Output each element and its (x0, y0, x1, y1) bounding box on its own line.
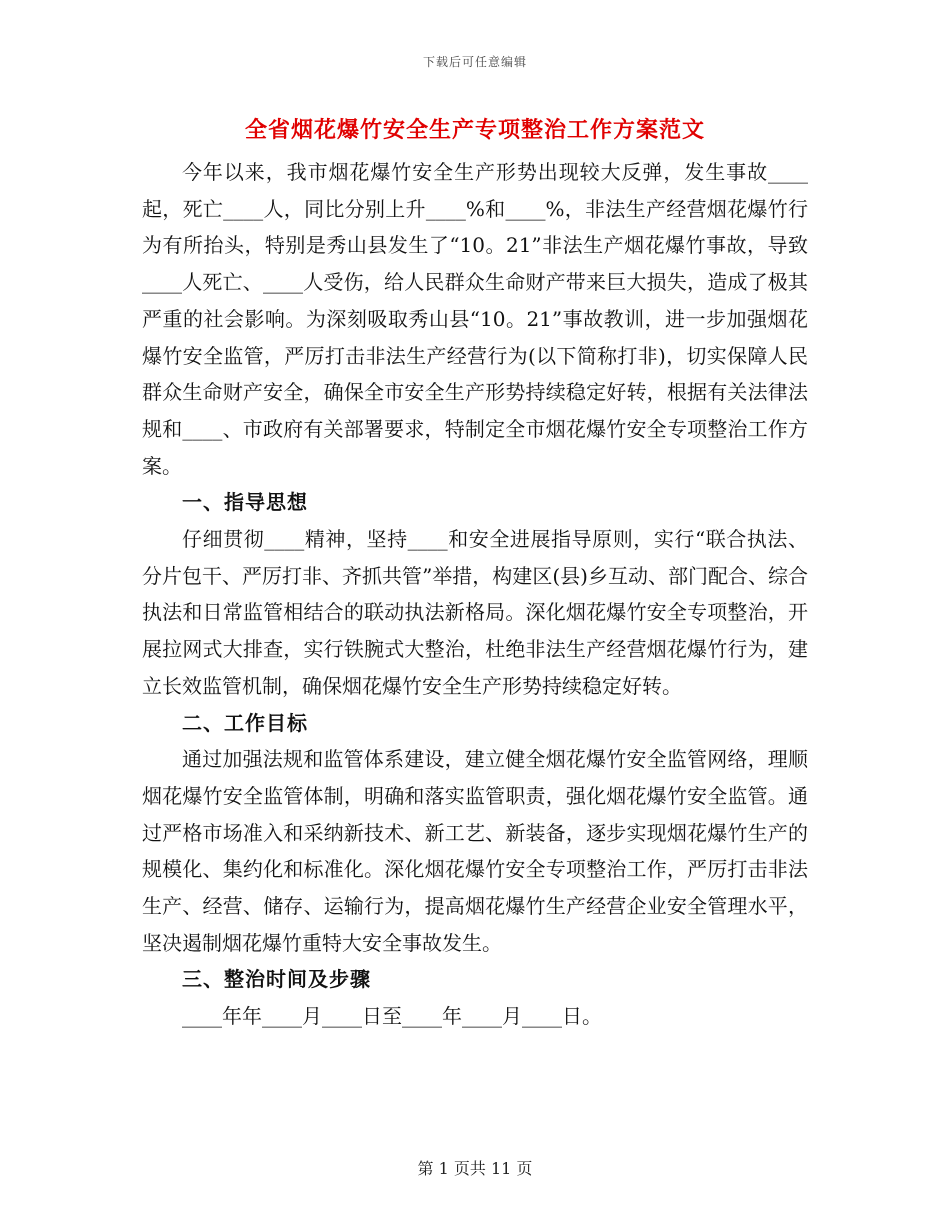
section-paragraph-schedule: ____年年____月____日至____年____月____日。 (182, 1004, 602, 1029)
document-body (142, 154, 808, 1035)
page-number-footer: 第 1 页共 11 页 (417, 1159, 533, 1178)
intro-paragraph: 今年以来，我市烟花爆竹安全生产形势出现较大反弹，发生事故____起，死亡____人，同比分别上升____%和____%，非法生产经营烟花爆竹行为有所抬头，特别是秀山县发生了“10。21”非法生产烟花爆竹事故，导致____人死亡、____人受伤，给人民群众生命财产带来巨大损失，造成了极其严重的社会影响。为深刻吸取秀山县“10。21”事故教训，进一步加强烟花爆竹安全监管，严厉打击非法生产经营行为(以下简称打非)，切实保障人民群众生命财产安全，确保全市安全生产形势持续稳定好转，根据有关法律法规和____、市政府有关部署要求，特制定全市烟花爆竹安全专项整治工作方案。 (142, 160, 808, 478)
section-heading-guiding-ideology: 一、指导思想 (182, 490, 308, 515)
section-heading-work-goals: 二、工作目标 (182, 710, 308, 735)
document-title: 全省烟花爆竹安全生产专项整治工作方案范文 (244, 117, 705, 143)
section-heading-schedule: 三、整治时间及步骤 (182, 967, 371, 992)
section-paragraph-guiding-ideology: 仔细贯彻____精神，坚持____和安全进展指导原则，实行“联合执法、分片包干、严厉打非、齐抓共管”举措，构建区(县)乡互动、部门配合、综合执法和日常监管相结合的联动执法新格局。深化烟花爆竹安全专项整治，开展拉网式大排查，实行铁腕式大整治，杜绝非法生产经营烟花爆竹行为，建立长效监管机制，确保烟花爆竹安全生产形势持续稳定好转。 (142, 527, 808, 698)
page-header-note: 下载后可任意编辑 (422, 55, 527, 69)
section-paragraph-work-goals: 通过加强法规和监管体系建设，建立健全烟花爆竹安全监管网络，理顺烟花爆竹安全监管体制，明确和落实监管职责，强化烟花爆竹安全监管。通过严格市场准入和采纳新技术、新工艺、新装备，逐步实现烟花爆竹生产的规模化、集约化和标准化。深化烟花爆竹安全专项整治工作，严厉打击非法生产、经营、储存、运输行为，提高烟花爆竹生产经营企业安全管理水平，坚决遏制烟花爆竹重特大安全事故发生。 (142, 747, 808, 955)
